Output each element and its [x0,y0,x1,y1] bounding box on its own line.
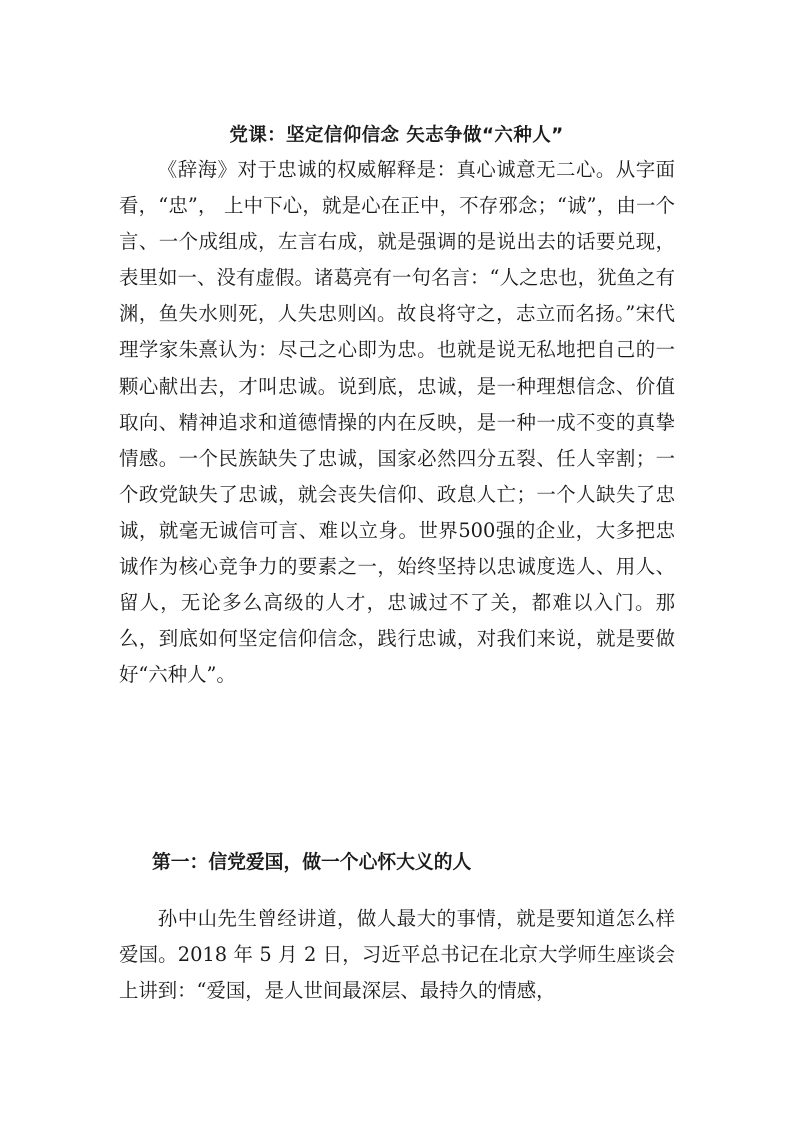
document-title: 党课：坚定信仰信念 矢志争做“六种人” [229,125,564,146]
section-heading: 第一：信党爱国，做一个心怀大义的人 [152,852,472,873]
body-paragraph: 孙中山先生曾经讲道，做人最大的事情，就是要知道怎么样爱国。2018 年 5 月 2 日，习近平总书记在北京大学师生座谈会上讲到：“爱国，是人世间最深层、最持久的情感， [119,907,675,1003]
body-paragraph: 《辞海》对于忠诚的权威解释是：真心诚意无二心。从字面看，“忠”， 上中下心，就是心在正中，不存邪念；“诚”，由一个言、一个成组成，左言右成，就是强调的是说出去的话要兑现，表里如一、没有虚假。诸葛亮有一句名言：“人之忠也，犹鱼之有渊，鱼失水则死，人失忠则凶。故良将守之，志立而名扬。”宋代理学家朱熹认为：尽己之心即为忠。也就是说无私地把自己的一颗心献出去，才叫忠诚。说到底，忠诚，是一种理想信念、价值取向、精神追求和道德情操的内在反映，是一种一成不变的真挚情感。一个民族缺失了忠诚，国家必然四分五裂、任人宰割；一个政党缺失了忠诚，就会丧失信仰、政息人亡；一个人缺失了忠诚，就毫无诚信可言、难以立身。世界500强的企业，大多把忠诚作为核心竞争力的要素之一，始终坚持以忠诚度选人、用人、留人，无论多么高级的人才，忠诚过不了关，都难以入门。那么，到底如何坚定信仰信念，践行忠诚，对我们来说，就是要做好“六种人”。 [119,158,675,687]
